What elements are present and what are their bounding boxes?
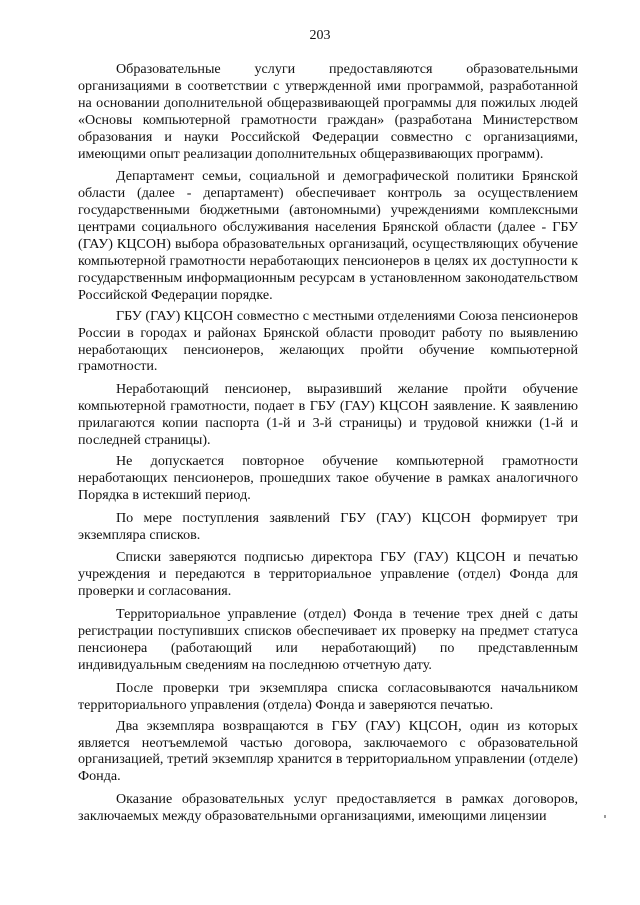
paragraph-copies-distribution: Два экземпляра возвращаются в ГБУ (ГАУ) КЦСОН, один из которых является неотъемлемой частью договора, заключаемого с образовательной организацией, третий экземпляр хранится в территориальном управлении (отделе) Фонда.	[78, 717, 578, 785]
document-body	[78, 61, 578, 825]
paragraph-three-list-copies: По мере поступления заявлений ГБУ (ГАУ) КЦСОН формирует три экземпляра списков.	[78, 509, 578, 543]
paragraph-no-repeat-training: Не допускается повторное обучение компьютерной грамотности неработающих пенсионеров, прошедших такое обучение в рамках аналогичного Порядка в истекший период.	[78, 452, 578, 503]
paragraph-service-contracts: Оказание образовательных услуг предоставляется в рамках договоров, заключаемых между образовательными организациями, имеющими лицензии	[78, 791, 578, 825]
paragraph-department-control: Департамент семьи, социальной и демографической политики Брянской области (далее - департамент) обеспечивает контроль за осуществлением государственными бюджетными (автономными) учреждениями комплексными центрами социального обслуживания населения Брянской области (далее - ГБУ (ГАУ) КЦСОН) выбора образовательных организаций, осуществляющих обучение компьютерной грамотности неработающих пенсионеров в целях их доступности к государственным информационным ресурсам в установленном законодательством Российской Федерации порядке.	[78, 168, 578, 303]
scan-mark	[604, 815, 606, 818]
paragraph-lists-approval: После проверки три экземпляра списка согласовываются начальником территориального управления (отдела) Фонда и заверяются печатью.	[78, 679, 578, 713]
page-number: 203	[309, 28, 331, 43]
paragraph-lists-certification: Списки заверяются подписью директора ГБУ (ГАУ) КЦСОН и печатью учреждения и передаются в территориальное управление (отдел) Фонда для проверки и согласования.	[78, 549, 578, 600]
paragraph-pensioner-application: Неработающий пенсионер, выразивший желание пройти обучение компьютерной грамотности, подает в ГБУ (ГАУ) КЦСОН заявление. К заявлению прилагаются копии паспорта (1-й и 3-й страницы) и трудовой книжки (1-й и последней страницы).	[78, 381, 578, 449]
paragraph-kcson-pensioners-union: ГБУ (ГАУ) КЦСОН совместно с местными отделениями Союза пенсионеров России в городах и районах Брянской области проводит работу по выявлению неработающих пенсионеров, желающих пройти обучение компьютерной грамотности.	[78, 307, 578, 375]
paragraph-educational-services: Образовательные услуги предоставляются образовательными организациями в соответствии с утвержденной ими программой, разработанной на основании дополнительной общеразвивающей программы для пожилых людей «Основы компьютерной грамотности граждан» (разработана Министерством образования и науки Российской Федерации совместно с организациями, имеющими опыт реализации дополнительных общеразвивающих программ).	[78, 61, 578, 162]
paragraph-territorial-verification: Территориальное управление (отдел) Фонда в течение трех дней с даты регистрации поступивших списков обеспечивает их проверку на предмет статуса пенсионера (работающий или неработающий) по представленным индивидуальным сведениям на последнюю отчетную дату.	[78, 606, 578, 673]
